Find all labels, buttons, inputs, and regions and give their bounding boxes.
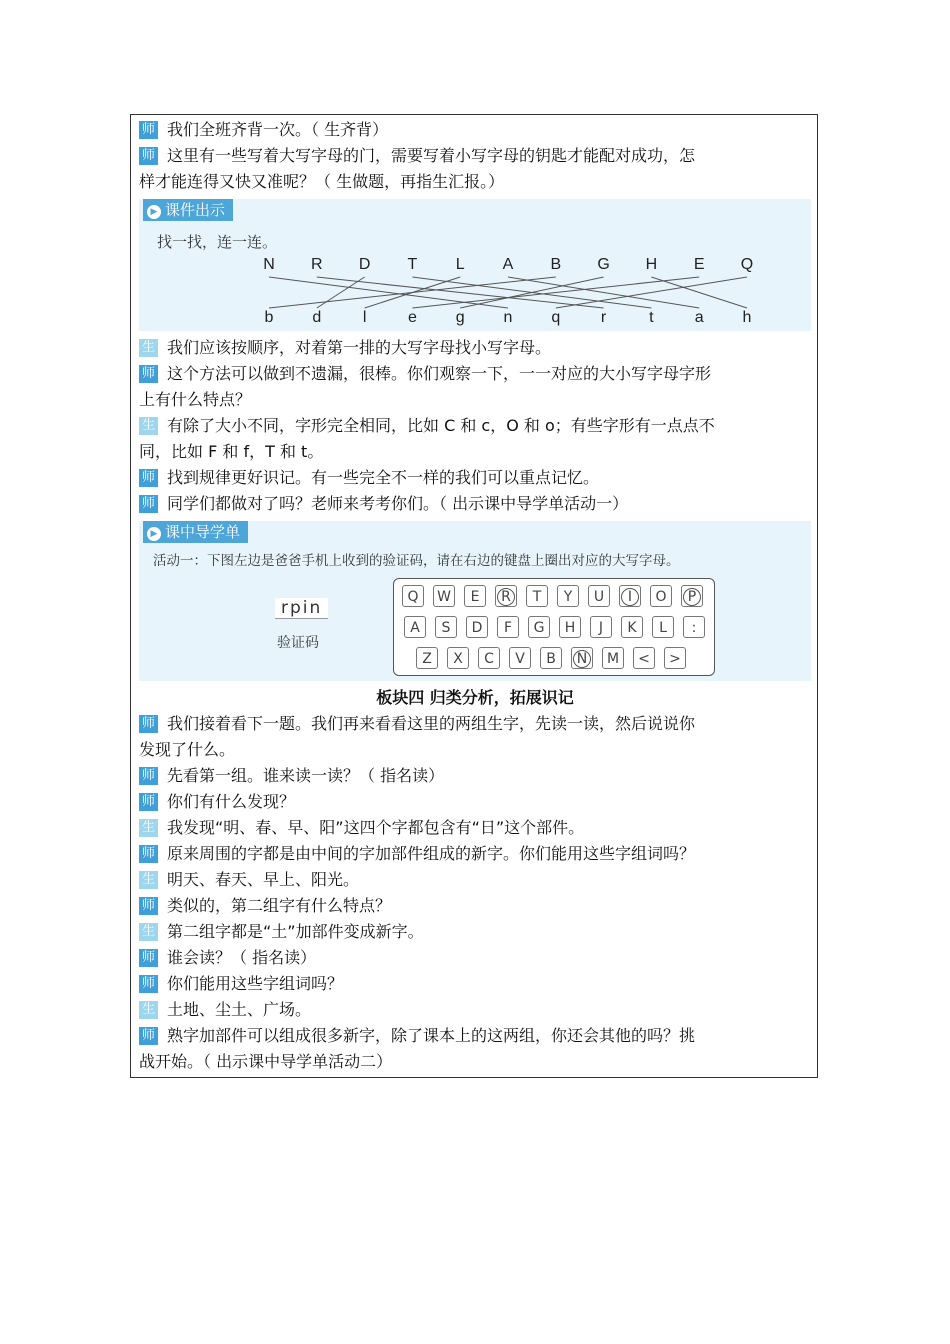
keyboard-key (652, 616, 674, 638)
key-label: O (655, 589, 667, 605)
dialogue-line (139, 491, 811, 517)
lowercase-letter: g (455, 309, 465, 326)
dialogue-block-top (139, 117, 811, 195)
dialogue-line (139, 387, 811, 413)
match-line (651, 277, 747, 308)
dialogue-text: 先看第一组。谁来读一读？（ 指名读） (167, 766, 445, 785)
key-label: Z (422, 651, 432, 667)
key-label: X (453, 651, 463, 667)
keyboard-key (497, 616, 519, 638)
teacher-tag: 师 (139, 715, 158, 733)
keyboard-key (540, 647, 562, 669)
uppercase-letter: L (455, 256, 465, 273)
uppercase-letter: E (693, 256, 705, 273)
keyboard-key-circled (495, 585, 517, 607)
key-label: U (593, 589, 605, 605)
key-label: G (533, 620, 545, 636)
lesson-table (130, 114, 818, 1078)
keyboard-key (557, 585, 579, 607)
dialogue-text: 同学们都做对了吗？老师来考考你们。（ 出示课中导学单活动一） (167, 494, 629, 513)
dialogue-text: 战开始。（ 出示课中导学单活动二） (139, 1052, 393, 1071)
match-line (269, 277, 556, 308)
key-label: L (659, 620, 667, 636)
match-line (556, 277, 747, 308)
teacher-tag: 师 (139, 845, 158, 863)
keyboard (393, 578, 715, 676)
keyboard-key (402, 585, 424, 607)
dialogue-line (139, 143, 811, 169)
student-tag: 生 (139, 819, 158, 837)
courseware-prompt: 找一找，连一连。 (157, 233, 278, 251)
uppercase-letter: H (645, 256, 658, 273)
keyboard-key-circled (571, 647, 593, 669)
dialogue-line (139, 711, 811, 737)
key-label: < (638, 651, 650, 667)
keyboard-key (650, 585, 672, 607)
key-label: K (627, 620, 637, 636)
lowercase-letter: n (503, 309, 513, 326)
dialogue-text: 我们全班齐背一次。（ 生齐背） (167, 120, 389, 139)
matching-diagram (139, 199, 803, 331)
key-label: : (691, 620, 697, 636)
dialogue-line (139, 1023, 811, 1049)
dialogue-line (139, 893, 811, 919)
key-label: N (573, 650, 591, 668)
teacher-tag: 师 (139, 1027, 158, 1045)
keyboard-key (433, 585, 455, 607)
dialogue-line (139, 465, 811, 491)
dialogue-text: 上有什么特点？ (139, 390, 252, 409)
keyboard-key (478, 647, 500, 669)
dialogue-text: 谁会读？（ 指名读） (167, 948, 317, 967)
keyboard-key (447, 647, 469, 669)
key-label: T (532, 589, 542, 605)
lowercase-letter: t (649, 309, 654, 326)
student-tag: 生 (139, 417, 158, 435)
uppercase-letter: D (358, 256, 371, 273)
key-label: I (621, 588, 639, 606)
teacher-tag: 师 (139, 949, 158, 967)
keyboard-key (588, 585, 610, 607)
key-label: S (441, 620, 451, 636)
uppercase-letter: R (311, 256, 323, 273)
lowercase-letter: q (551, 309, 561, 326)
dialogue-text: 熟字加部件可以组成很多新字，除了课本上的这两组，你还会其他的吗？挑 (167, 1026, 696, 1045)
student-tag: 生 (139, 1001, 158, 1019)
keyboard-key (683, 616, 705, 638)
dialogue-text: 第二组字都是“土”加部件变成新字。 (167, 922, 424, 941)
key-label: > (669, 651, 681, 667)
dialogue-line (139, 361, 811, 387)
key-label: P (683, 588, 701, 606)
dialogue-text: 你们有什么发现？ (167, 792, 296, 811)
dialogue-line (139, 815, 811, 841)
dialogue-line (139, 763, 811, 789)
teacher-tag: 师 (139, 793, 158, 811)
dialogue-text: 这个方法可以做到不遗漏，很棒。你们观察一下，一一对应的大小写字母字形 (167, 364, 712, 383)
dialogue-line (139, 1049, 811, 1075)
keyboard-key-circled (619, 585, 641, 607)
match-line (269, 277, 508, 308)
section-title: 板块四 归类分析，拓展识记 (376, 688, 574, 707)
teacher-tag: 师 (139, 495, 158, 513)
lowercase-letter: a (694, 309, 704, 326)
dialogue-text: 样才能连得又快又准呢？（ 生做题，再指生汇报。） (139, 172, 505, 191)
dialogue-text: 同，比如 F 和 f，T 和 t。 (139, 442, 324, 461)
student-tag: 生 (139, 871, 158, 889)
keyboard-key-circled (681, 585, 703, 607)
key-label: H (564, 620, 576, 636)
uppercase-letter: T (407, 256, 418, 273)
verification-code: rpin (275, 598, 328, 619)
key-label: C (484, 651, 494, 667)
key-label: Q (407, 589, 419, 605)
keyboard-key (602, 647, 624, 669)
keyboard-key (559, 616, 581, 638)
guide-panel (139, 521, 811, 681)
teacher-tag: 师 (139, 365, 158, 383)
lowercase-letter: b (264, 309, 274, 326)
dialogue-text: 类似的，第二组字有什么特点？ (167, 896, 392, 915)
dialogue-text: 这里有一些写着大写字母的门，需要写着小写字母的钥匙才能配对成功，怎 (167, 146, 696, 165)
teacher-tag: 师 (139, 121, 158, 139)
dialogue-line (139, 335, 811, 361)
keyboard-key (664, 647, 686, 669)
courseware-panel (139, 199, 811, 331)
lowercase-letter: d (312, 309, 322, 326)
lowercase-letter: r (600, 309, 607, 326)
play-icon: ▶ (147, 205, 161, 219)
keyboard-key (404, 616, 426, 638)
key-label: A (410, 620, 420, 636)
courseware-header: ▶ 课件出示 (143, 199, 233, 221)
teacher-tag: 师 (139, 147, 158, 165)
uppercase-letter: B (550, 256, 562, 273)
dialogue-line (139, 737, 811, 763)
lowercase-letter: l (362, 309, 367, 326)
keyboard-key (435, 616, 457, 638)
verification-code-label: 验证码 (277, 635, 319, 651)
dialogue-line (139, 413, 811, 439)
key-label: J (598, 620, 604, 636)
key-label: W (437, 589, 451, 605)
keyboard-key (590, 616, 612, 638)
dialogue-block-bottom (139, 711, 811, 1075)
teacher-tag: 师 (139, 975, 158, 993)
key-label: B (546, 651, 556, 667)
dialogue-text: 原来周围的字都是由中间的字加部件组成的新字。你们能用这些字组词吗？ (167, 844, 696, 863)
lesson-content (139, 117, 811, 1075)
dialogue-line (139, 117, 811, 143)
keyboard-key (464, 585, 486, 607)
dialogue-text: 我们接着看下一题。我们再来看看这里的两组生字，先读一读，然后说说你 (167, 714, 696, 733)
uppercase-letter: A (502, 256, 514, 273)
match-line (317, 277, 604, 308)
play-icon: ▶ (147, 527, 161, 541)
student-tag: 生 (139, 923, 158, 941)
dialogue-line (139, 997, 811, 1023)
dialogue-text: 明天、春天、早上、阳光。 (167, 870, 360, 889)
student-tag: 生 (139, 339, 158, 357)
match-line (317, 277, 365, 308)
dialogue-line (139, 971, 811, 997)
dialogue-text: 我们应该按顺序，对着第一排的大写字母找小写字母。 (167, 338, 552, 357)
keyboard-key (416, 647, 438, 669)
dialogue-line (139, 945, 811, 971)
uppercase-letter: N (263, 256, 275, 273)
teacher-tag: 师 (139, 767, 158, 785)
dialogue-line (139, 867, 811, 893)
dialogue-text: 找到规律更好识记。有一些完全不一样的我们可以重点记忆。 (167, 468, 600, 487)
dialogue-line (139, 919, 811, 945)
uppercase-letter: Q (740, 256, 754, 273)
lowercase-letter: e (407, 309, 417, 326)
keyboard-key (509, 647, 531, 669)
activity-instruction: 活动一：下图左边是爸爸手机上收到的验证码，请在右边的键盘上圈出对应的大写字母。 (153, 553, 680, 569)
key-label: M (606, 651, 620, 667)
keyboard-key (633, 647, 655, 669)
guide-header: ▶ 课中导学单 (143, 521, 248, 543)
lowercase-letter: h (742, 309, 752, 326)
key-label: E (470, 589, 480, 605)
dialogue-text: 我发现“明、春、早、阳”这四个字都包含有“日”这个部件。 (167, 818, 585, 837)
uppercase-letter: G (597, 256, 610, 273)
dialogue-line (139, 789, 811, 815)
dialogue-text: 你们能用这些字组词吗？ (167, 974, 344, 993)
keyboard-key (621, 616, 643, 638)
keyboard-key (526, 585, 548, 607)
match-line (412, 277, 699, 308)
dialogue-text: 发现了什么。 (139, 740, 236, 759)
key-label: F (503, 620, 513, 636)
dialogue-line (139, 169, 811, 195)
key-label: D (471, 620, 483, 636)
dialogue-block-mid (139, 335, 811, 517)
dialogue-text: 土地、尘土、广场。 (167, 1000, 312, 1019)
dialogue-line (139, 841, 811, 867)
key-label: R (497, 588, 515, 606)
teacher-tag: 师 (139, 897, 158, 915)
key-label: V (515, 651, 525, 667)
keyboard-key (466, 616, 488, 638)
dialogue-line (139, 439, 811, 465)
teacher-tag: 师 (139, 469, 158, 487)
match-line (508, 277, 699, 308)
dialogue-text: 有除了大小不同，字形完全相同，比如 C 和 c，O 和 o；有些字形有一点点不 (167, 416, 715, 435)
key-label: Y (563, 589, 573, 605)
keyboard-key (528, 616, 550, 638)
